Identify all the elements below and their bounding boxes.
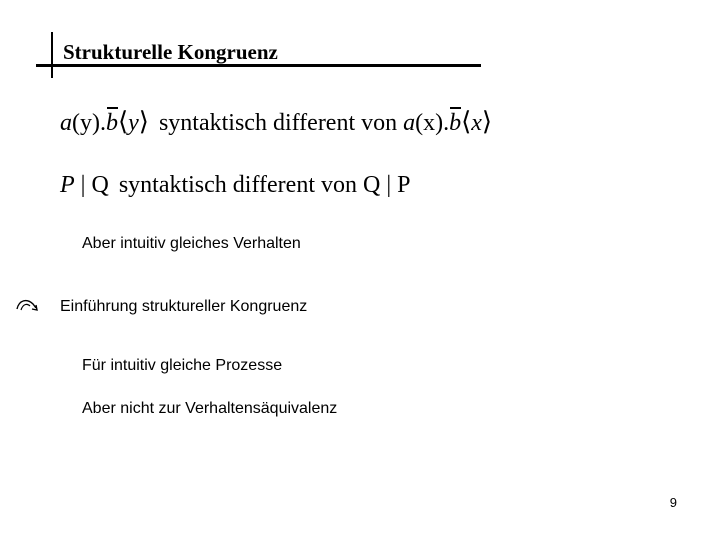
formula-2 [60,173,410,197]
title-vertical-rule [51,32,53,78]
text-intuitive-behavior: Aber intuitiv gleiches Verhalten [82,235,301,252]
formula-1-right-a: a [403,110,416,136]
formula-1 [60,109,492,135]
formula-2-middle: syntaktisch different von Q | P [118,172,411,198]
slide-title: Strukturelle Kongruenz [63,40,278,64]
formula-1-left-langle: ⟨ [117,107,129,136]
formula-1-left-var: y [128,110,139,136]
formula-1-left-a: a [60,110,72,136]
formula-2-bar-q: | Q [80,172,109,198]
formula-1-middle: syntaktisch different von [158,110,398,136]
formula-1-right-b: b [449,110,462,136]
text-introduction: Einführung struktureller Kongruenz [60,298,308,315]
text-not-equivalence: Aber nicht zur Verhaltensäquivalenz [82,400,338,417]
formula-1-right-var: x [471,110,482,136]
formula-1-left-b: b [105,110,118,136]
formula-1-right-langle: ⟨ [461,107,472,136]
formula-1-right-x: (x). [415,110,450,136]
formula-2-p: P [60,172,75,198]
formula-1-left-rangle: ⟩ [138,107,149,136]
formula-1-right-rangle: ⟩ [481,107,493,136]
page-number: 9 [669,495,677,510]
text-intuitive-processes: Für intuitiv gleiche Prozesse [82,357,283,374]
curved-arrow-icon [14,295,40,315]
formula-1-left-y: (y). [72,110,106,136]
